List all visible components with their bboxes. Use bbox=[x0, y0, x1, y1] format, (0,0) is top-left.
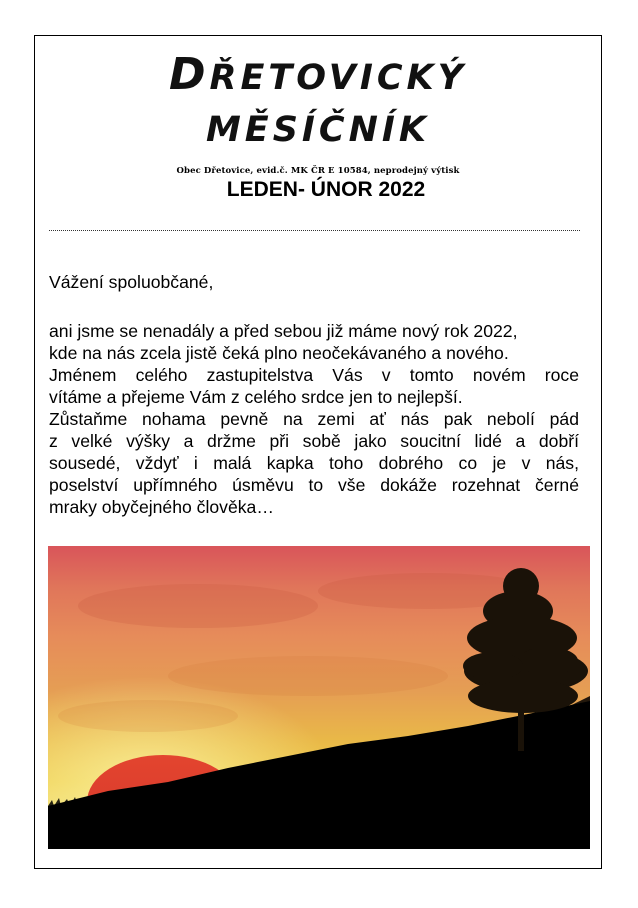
letter-line: mraky obyčejného člověka… bbox=[49, 497, 274, 517]
letter-line: vítáme a přejeme Vám z celého srdce jen to nejlepší. bbox=[49, 387, 463, 407]
letter-line: kde na nás zcela jistě čeká plno neočekávaného a nového. bbox=[49, 343, 509, 363]
issue-date: LEDEN- ÚNOR 2022 bbox=[226, 178, 426, 201]
letter-line: Zůstaňme nohama pevně na zemi ať nás pak nebolí pád bbox=[49, 409, 579, 429]
dotted-divider bbox=[49, 230, 580, 231]
masthead-title-line2: MĚSÍČNÍK bbox=[205, 110, 431, 150]
masthead-title-line1 bbox=[35, 50, 601, 103]
letter-body bbox=[49, 320, 579, 518]
letter-line: ani jsme se nenadály a před sebou již máme nový rok 2022, bbox=[49, 321, 518, 341]
letter-line: z velké výšky a držme při sobě jako soucitní lidé a dobří bbox=[49, 431, 579, 451]
publication-info: Obec Dřetovice, evid.č. MK ČR E 10584, neprodejný výtisk bbox=[176, 166, 460, 176]
newsletter-page bbox=[34, 35, 602, 869]
sunset-illustration bbox=[48, 546, 590, 849]
masthead-title-rest: ŘETOVICKÝ bbox=[209, 58, 468, 98]
letter-greeting: Vážení spoluobčané, bbox=[49, 272, 214, 292]
letter-line: Jménem celého zastupitelstva Vás v tomto novém roce bbox=[49, 365, 579, 385]
letter-line: poselství upřímného úsměvu to vše dokáže rozehnat černé bbox=[49, 475, 579, 495]
letter-line: sousedé, vždyť i malá kapka toho dobrého co je v nás, bbox=[49, 453, 579, 473]
masthead-initial: D bbox=[168, 49, 210, 100]
